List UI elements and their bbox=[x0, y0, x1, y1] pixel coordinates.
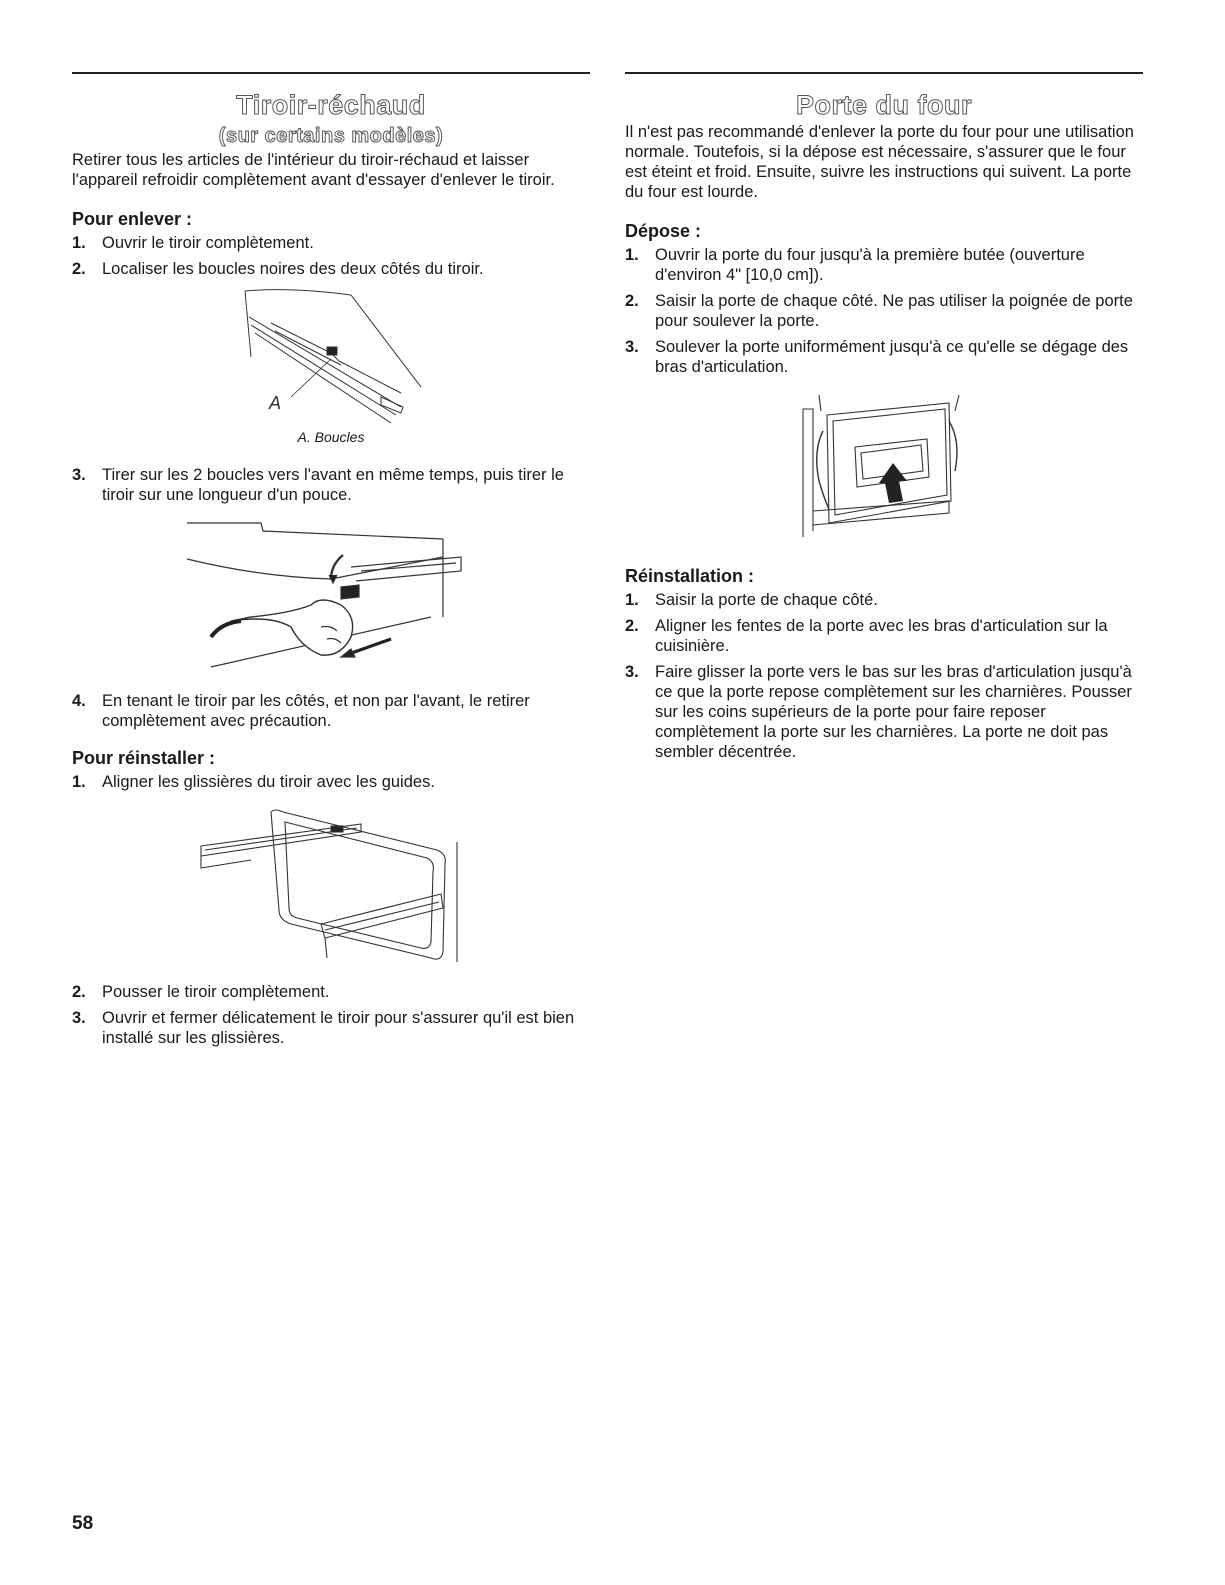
list-item: 3. Ouvrir et fermer délicatement le tiroir pour s'assurer qu'il est bien installé sur les glissières. bbox=[72, 1009, 575, 1047]
removal-heading: Dépose : bbox=[625, 221, 702, 241]
drawer-slide-illustration bbox=[191, 802, 471, 972]
list-item: 2. Pousser le tiroir complètement. bbox=[72, 983, 330, 1001]
section-title: Tiroir-réchaud bbox=[236, 90, 426, 120]
intro-paragraph: Retirer tous les articles de l'intérieur du tiroir-réchaud et laisser l'appareil refroidir complètement avant d'essayer d'enlever le tiroir. bbox=[72, 151, 555, 189]
reinstall-steps-list bbox=[72, 772, 590, 792]
removal-steps-list bbox=[625, 245, 1143, 377]
drawer-pull-illustration bbox=[181, 517, 481, 677]
remove-steps-list bbox=[72, 233, 590, 279]
figure-label-a: A bbox=[269, 393, 282, 413]
list-item: 2. Saisir la porte de chaque côté. Ne pas utiliser la poignée de porte pour soulever la porte. bbox=[625, 292, 1133, 330]
oven-door-illustration bbox=[799, 391, 969, 541]
section-rule bbox=[72, 72, 590, 74]
page-number: 58 bbox=[72, 1513, 94, 1534]
list-item: 1. Ouvrir le tiroir complètement. bbox=[72, 234, 314, 252]
list-item: 1. Saisir la porte de chaque côté. bbox=[625, 591, 878, 609]
list-item: 3. Faire glisser la porte vers le bas sur les bras d'articulation jusqu'à ce que la porte repose complètement sur les charnières. Pousser sur les coins supérieurs de la porte pour faire reposer complètement la porte sur les charnières. La porte ne doit pas sembler décentrée. bbox=[625, 663, 1132, 761]
remove-heading: Pour enlever : bbox=[72, 209, 193, 229]
list-item: 3. Soulever la porte uniformément jusqu'à ce qu'elle se dégage des bras d'articulation. bbox=[625, 338, 1129, 376]
list-item: 3. Tirer sur les 2 boucles vers l'avant en même temps, puis tirer le tiroir sur une longueur d'un pouce. bbox=[72, 466, 564, 504]
list-item: 1. Ouvrir la porte du four jusqu'à la première butée (ouverture d'environ 4" [10,0 cm]). bbox=[625, 246, 1085, 284]
list-item: 2. Aligner les fentes de la porte avec les bras d'articulation sur la cuisinière. bbox=[625, 617, 1108, 655]
section-rule bbox=[625, 72, 1143, 74]
list-item: 4. En tenant le tiroir par les côtés, et non par l'avant, le retirer complètement avec précaution. bbox=[72, 692, 530, 730]
oven-door-section bbox=[625, 72, 1143, 768]
figure-caption: A. Boucles bbox=[297, 429, 365, 445]
reinstall-heading: Pour réinstaller : bbox=[72, 748, 216, 768]
reinstallation-steps-list bbox=[625, 590, 1143, 762]
list-item: 2. Localiser les boucles noires des deux côtés du tiroir. bbox=[72, 260, 484, 278]
reinstallation-heading: Réinstallation : bbox=[625, 566, 755, 586]
remove-steps-list-final bbox=[72, 691, 590, 731]
remove-steps-list-continued bbox=[72, 465, 590, 505]
reinstall-steps-list-continued bbox=[72, 982, 590, 1048]
intro-paragraph: Il n'est pas recommandé d'enlever la porte du four pour une utilisation normale. Toutefois, si la dépose est nécessaire, s'assurer que le four est éteint et froid. Ensuite, suivre les instructions qui suivent. La porte du four est lourde. bbox=[625, 123, 1134, 201]
section-title: Porte du four bbox=[796, 90, 972, 120]
warming-drawer-section bbox=[72, 72, 590, 1054]
section-subtitle: (sur certains modèles) bbox=[218, 125, 444, 147]
drawer-loop-illustration bbox=[231, 287, 431, 427]
list-item: 1. Aligner les glissières du tiroir avec les guides. bbox=[72, 773, 435, 791]
